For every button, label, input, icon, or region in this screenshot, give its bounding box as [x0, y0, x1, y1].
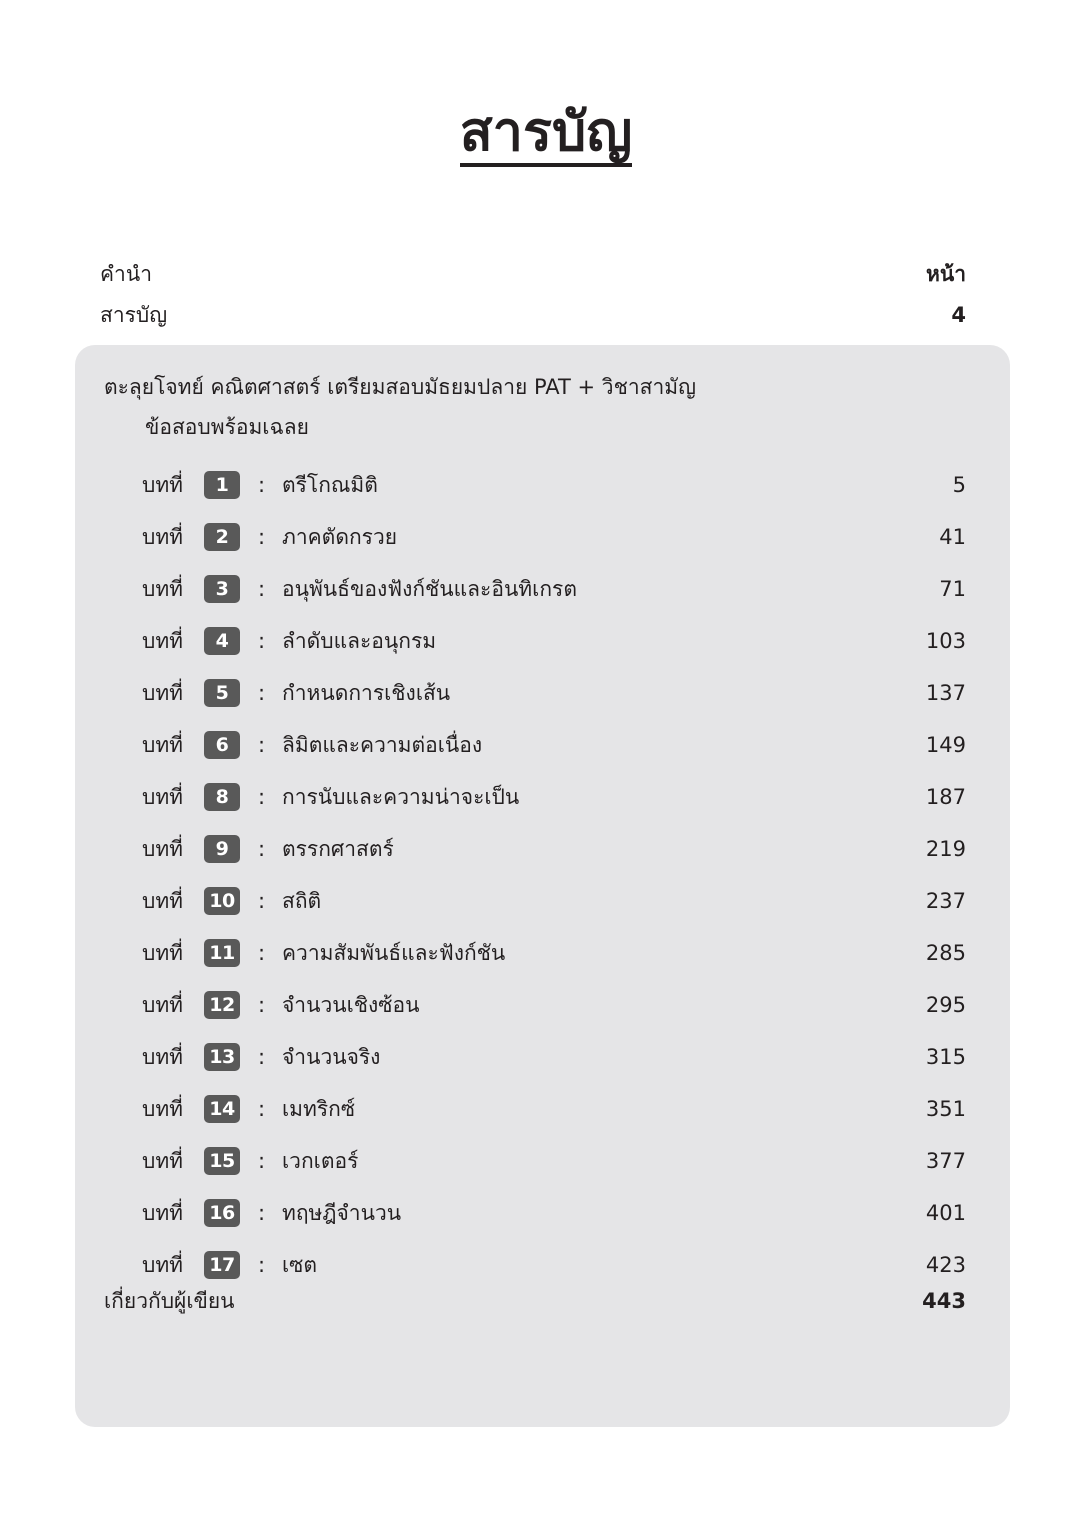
chapter-word-label: บทที่	[142, 628, 184, 653]
chapter-page-number: 219	[925, 837, 966, 861]
chapter-word-label: บทที่	[142, 1096, 184, 1121]
chapter-page-number: 187	[925, 785, 966, 809]
chapter-separator: :	[258, 1149, 266, 1173]
chapter-number-badge: 14	[204, 1095, 240, 1123]
front-matter-label: สารบัญ	[100, 303, 168, 327]
chapter-row[interactable]	[142, 719, 966, 771]
chapter-row[interactable]	[142, 1187, 966, 1239]
page-title	[0, 102, 1092, 167]
chapter-page-number: 401	[925, 1201, 966, 1225]
chapter-word-label: บทที่	[142, 472, 184, 497]
chapter-page-number: 71	[939, 577, 966, 601]
chapter-page-number: 149	[925, 733, 966, 757]
chapter-separator: :	[258, 993, 266, 1017]
chapter-word-label: บทที่	[142, 940, 184, 965]
chapter-page-number: 285	[925, 941, 966, 965]
chapter-word-label: บทที่	[142, 524, 184, 549]
chapter-page-number: 41	[939, 525, 966, 549]
chapter-row[interactable]	[142, 875, 966, 927]
chapter-number-badge: 16	[204, 1199, 240, 1227]
chapter-title: เซต	[282, 1252, 318, 1277]
chapter-separator: :	[258, 1097, 266, 1121]
chapter-separator: :	[258, 1253, 266, 1277]
chapter-word-label: บทที่	[142, 1252, 184, 1277]
chapter-separator: :	[258, 1045, 266, 1069]
book-subtitle-heading: ข้อสอบพร้อมเฉลย	[145, 415, 309, 439]
contents-panel	[75, 345, 1010, 1427]
chapter-number-badge: 9	[204, 835, 240, 863]
chapter-word-label: บทที่	[142, 1200, 184, 1225]
chapter-row[interactable]	[142, 1239, 966, 1291]
chapter-separator: :	[258, 525, 266, 549]
chapter-row[interactable]	[142, 1135, 966, 1187]
page-title-text: สารบัญ	[460, 102, 633, 167]
chapter-page-number: 5	[952, 473, 966, 497]
chapter-number-badge: 13	[204, 1043, 240, 1071]
chapter-title: ทฤษฎีจำนวน	[282, 1200, 402, 1225]
chapter-row[interactable]	[142, 927, 966, 979]
chapter-row[interactable]	[142, 823, 966, 875]
chapter-title: การนับและความน่าจะเป็น	[282, 784, 520, 809]
chapter-title: จำนวนจริง	[282, 1044, 381, 1069]
chapter-separator: :	[258, 785, 266, 809]
chapter-page-number: 315	[925, 1045, 966, 1069]
chapter-row[interactable]	[142, 771, 966, 823]
chapter-number-badge: 4	[204, 627, 240, 655]
chapter-row[interactable]	[142, 615, 966, 667]
chapter-number-badge: 17	[204, 1251, 240, 1279]
chapter-separator: :	[258, 473, 266, 497]
chapter-number-badge: 15	[204, 1147, 240, 1175]
chapter-title: จำนวนเชิงซ้อน	[282, 992, 420, 1017]
chapter-separator: :	[258, 629, 266, 653]
chapter-page-number: 423	[925, 1253, 966, 1277]
chapter-row[interactable]	[142, 1083, 966, 1135]
chapter-title: ตรีโกณมิติ	[282, 472, 378, 497]
chapter-word-label: บทที่	[142, 992, 184, 1017]
chapter-page-number: 237	[925, 889, 966, 913]
chapter-row[interactable]	[142, 459, 966, 511]
chapter-word-label: บทที่	[142, 732, 184, 757]
front-matter-row-preface	[100, 258, 966, 299]
chapter-word-label: บทที่	[142, 784, 184, 809]
chapter-word-label: บทที่	[142, 576, 184, 601]
chapter-number-badge: 6	[204, 731, 240, 759]
chapter-number-badge: 3	[204, 575, 240, 603]
about-author-label: เกี่ยวกับผู้เขียน	[104, 1289, 235, 1313]
chapter-number-badge: 8	[204, 783, 240, 811]
chapter-title: ภาคตัดกรวย	[282, 524, 398, 549]
front-matter-page: 4	[951, 303, 966, 327]
chapter-separator: :	[258, 1201, 266, 1225]
chapter-number-badge: 5	[204, 679, 240, 707]
chapter-word-label: บทที่	[142, 1148, 184, 1173]
chapter-separator: :	[258, 889, 266, 913]
book-title-heading: ตะลุยโจทย์ คณิตศาสตร์ เตรียมสอบมัธยมปลาย PAT + วิชาสามัญ	[104, 375, 696, 399]
page-column-header: หน้า	[926, 262, 966, 286]
chapter-number-badge: 1	[204, 471, 240, 499]
chapter-number-badge: 12	[204, 991, 240, 1019]
chapter-number-badge: 2	[204, 523, 240, 551]
chapter-title: ความสัมพันธ์และฟังก์ชัน	[282, 940, 506, 965]
chapter-page-number: 377	[925, 1149, 966, 1173]
chapter-row[interactable]	[142, 979, 966, 1031]
chapter-title: เมทริกซ์	[282, 1096, 356, 1121]
chapter-row[interactable]	[142, 667, 966, 719]
front-matter-list	[100, 258, 966, 340]
chapter-separator: :	[258, 681, 266, 705]
chapter-row[interactable]	[142, 563, 966, 615]
chapter-title: ตรรกศาสตร์	[282, 836, 394, 861]
front-matter-label: คำนำ	[100, 262, 152, 286]
chapter-word-label: บทที่	[142, 1044, 184, 1069]
chapter-word-label: บทที่	[142, 680, 184, 705]
about-author-row	[104, 1285, 966, 1318]
chapter-row[interactable]	[142, 1031, 966, 1083]
chapter-page-number: 351	[925, 1097, 966, 1121]
chapter-title: สถิติ	[282, 888, 322, 913]
chapter-separator: :	[258, 941, 266, 965]
front-matter-row-contents	[100, 299, 966, 340]
chapter-page-number: 103	[925, 629, 966, 653]
chapter-number-badge: 11	[204, 939, 240, 967]
chapter-title: กำหนดการเชิงเส้น	[282, 680, 451, 705]
chapter-title: ลำดับและอนุกรม	[282, 628, 437, 653]
chapter-word-label: บทที่	[142, 888, 184, 913]
chapter-separator: :	[258, 733, 266, 757]
chapter-row[interactable]	[142, 511, 966, 563]
chapter-number-badge: 10	[204, 887, 240, 915]
chapter-title: เวกเตอร์	[282, 1148, 359, 1173]
chapter-list	[142, 459, 966, 1291]
about-author-page: 443	[922, 1289, 966, 1313]
chapter-page-number: 295	[925, 993, 966, 1017]
chapter-title: ลิมิตและความต่อเนื่อง	[282, 732, 483, 757]
chapter-page-number: 137	[925, 681, 966, 705]
chapter-separator: :	[258, 837, 266, 861]
chapter-title: อนุพันธ์ของฟังก์ชันและอินทิเกรต	[282, 576, 577, 601]
chapter-word-label: บทที่	[142, 836, 184, 861]
chapter-separator: :	[258, 577, 266, 601]
